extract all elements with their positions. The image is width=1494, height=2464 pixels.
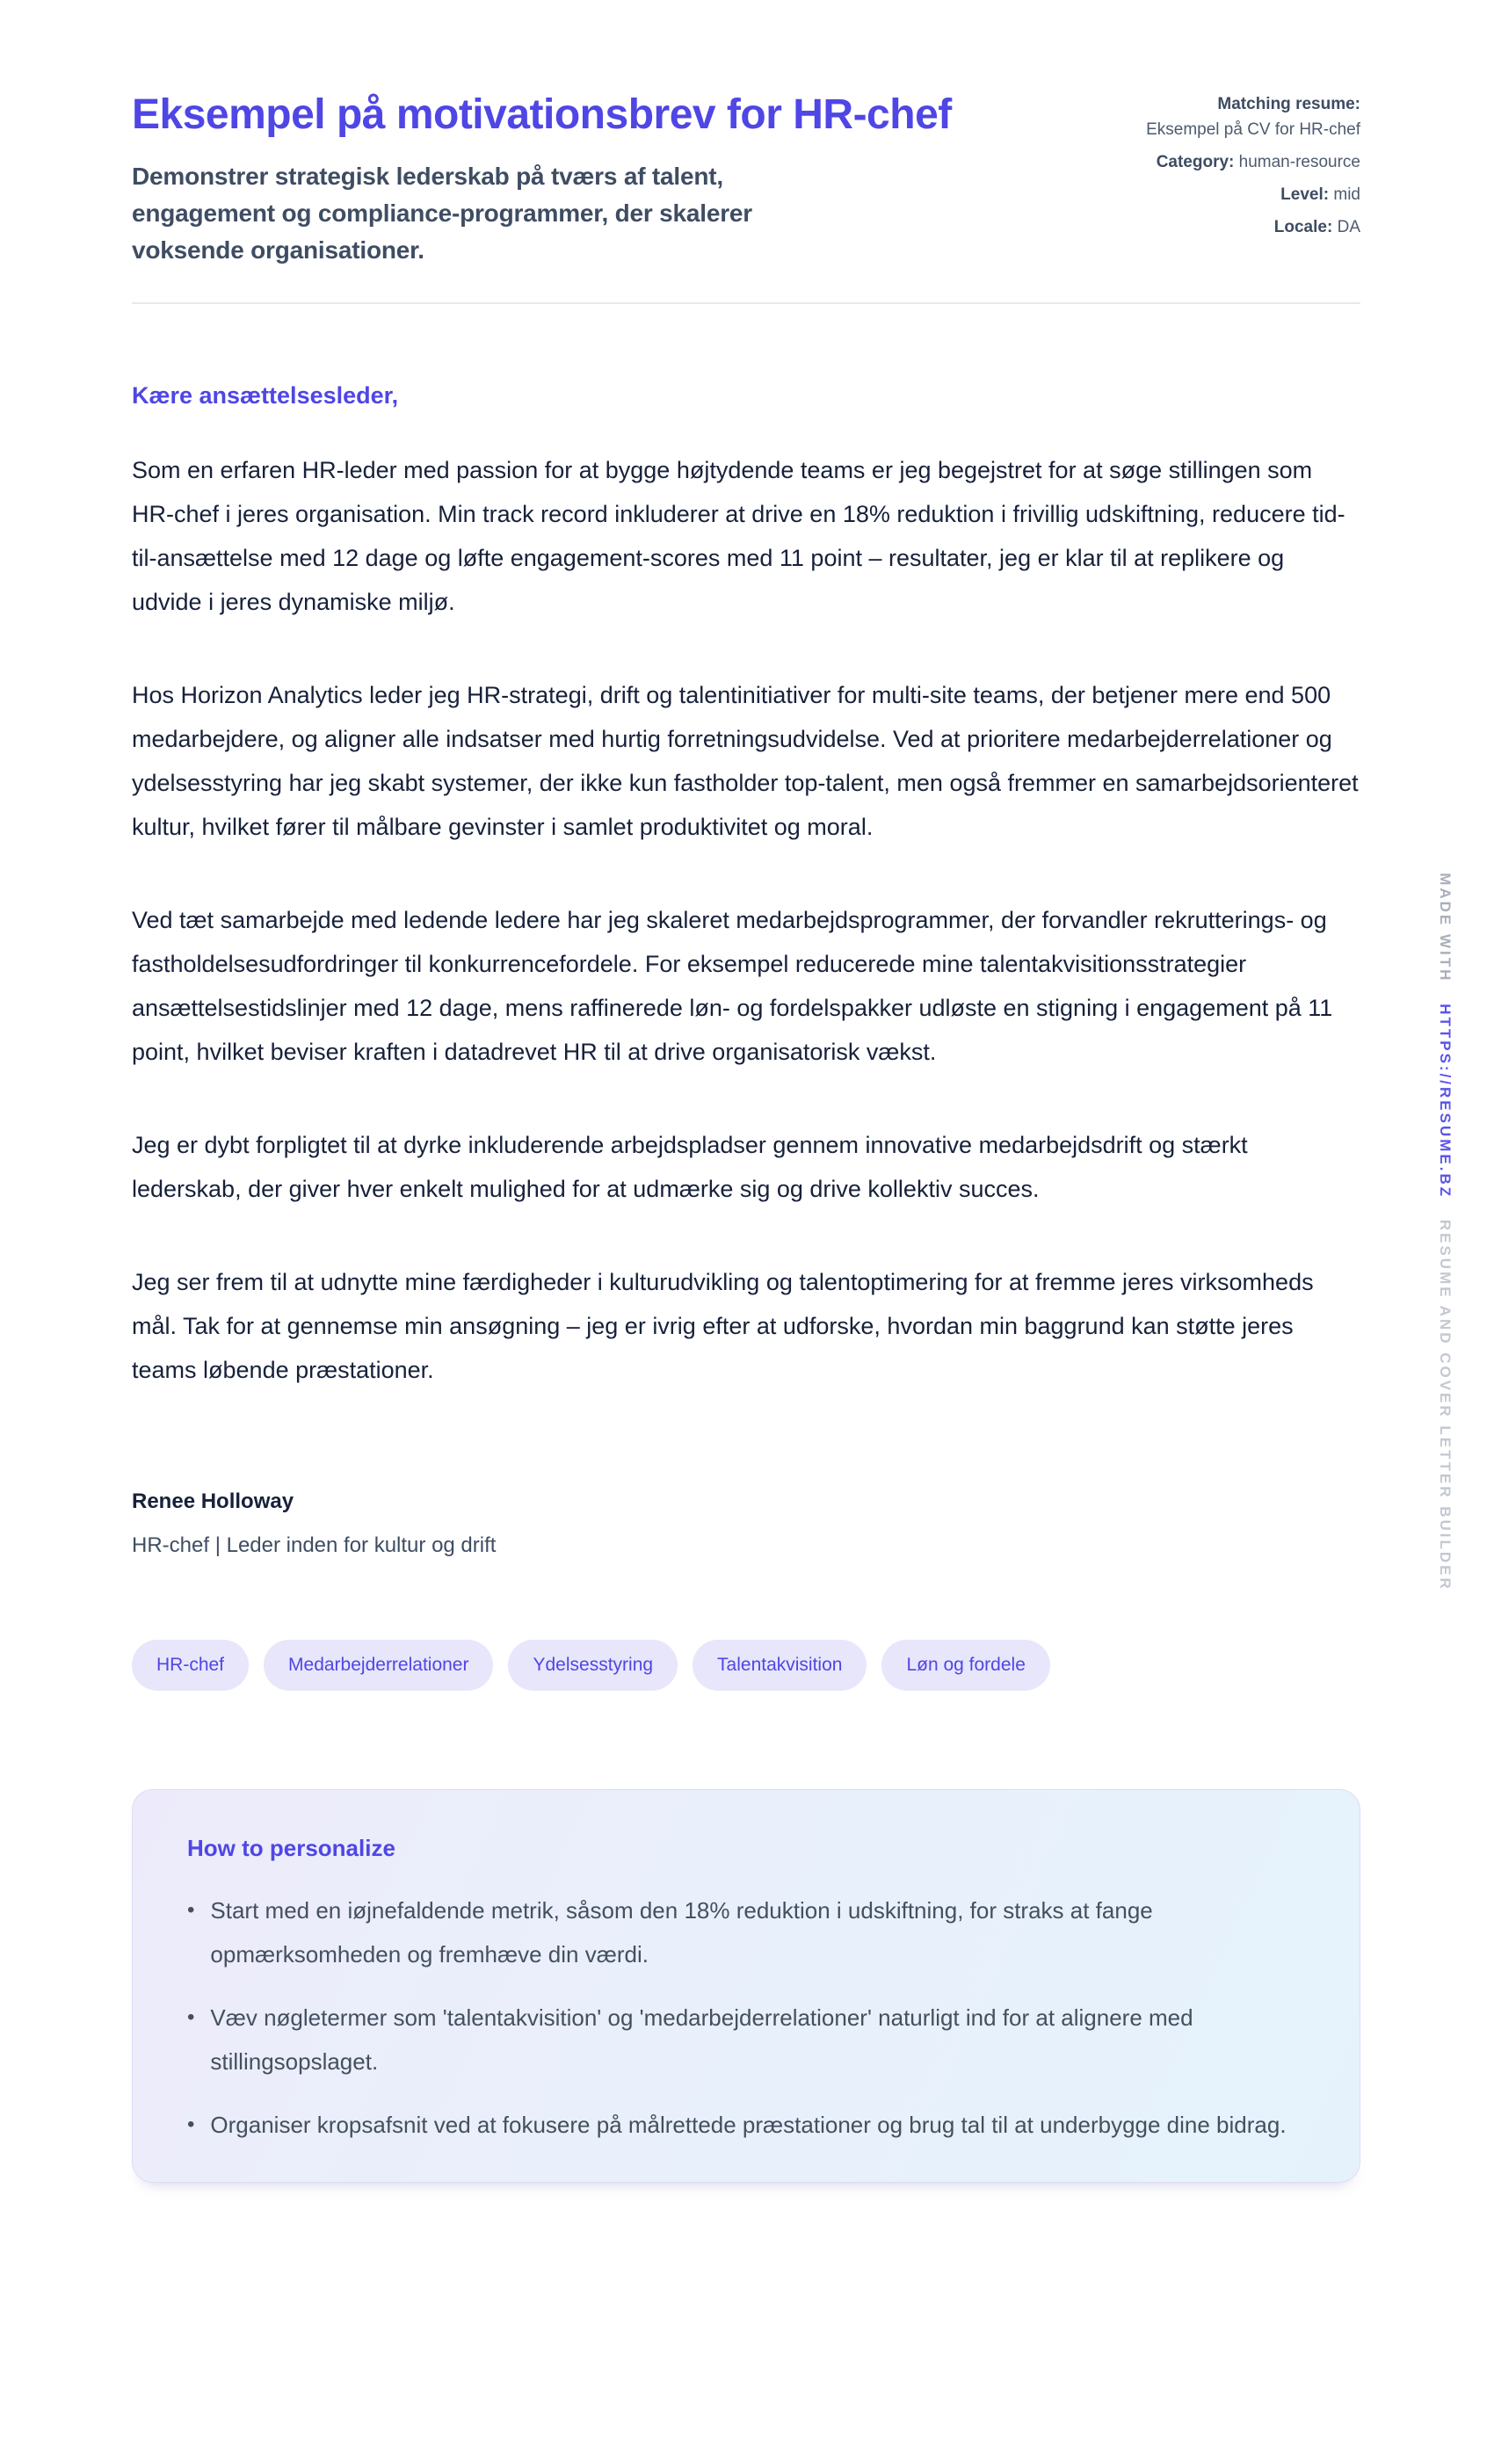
meta-panel (1141, 86, 1360, 247)
letter-paragraph: Jeg ser frem til at udnytte mine færdigheder i kulturudvikling og talentoptimering for at fremme jeres virksomheds mål. Tak for at gennemse min ansøgning – jeg er ivrig efter at udforske, hvordan min baggrund kan støtte jeres teams løbende præstationer. (132, 1269, 1314, 1383)
meta-category (1141, 149, 1360, 175)
letter-paragraph: Hos Horizon Analytics leder jeg HR-strategi, drift og talentinitiativer for multi-site teams, der betjener mere end 500 medarbejdere, og aligner alle indsatser med hurtig forretningsudvidelse. Ved at prioritere medarbejderrelationer og ydelsesstyring har jeg skabt systemer, der ikke kun fastholder top-talent, men også fremmer en samarbejdsorienteret kultur, hvilket fører til målbare gevinster i samlet produktivitet og moral. (132, 682, 1359, 840)
bullet-icon: • (187, 1898, 195, 1922)
tip-item (187, 1888, 1310, 1976)
meta-level-label: Level: (1280, 185, 1330, 204)
made-with-label: MADE WITH (1437, 873, 1454, 983)
site-credit-vertical (1436, 873, 1454, 1591)
bullet-icon: • (187, 2005, 195, 2029)
how-to-personalize-box (132, 1789, 1360, 2183)
tag-pill[interactable]: Talentakvisition (693, 1640, 867, 1691)
meta-matching-resume-label: Matching resume: (1217, 95, 1360, 113)
meta-level-value: mid (1333, 185, 1360, 204)
resume-bz-link[interactable]: HTTPS://RESUME.BZ (1437, 1004, 1454, 1199)
tag-list (132, 1640, 1360, 1691)
page-subtitle: Demonstrer strategisk lederskab på tværs af talent, engagement og compliance-programmer, der skalerer voksende organisationer. (132, 163, 753, 264)
signature-title: HR-chef | Leder inden for kultur og drift (132, 1533, 497, 1557)
tip-text: Start med en iøjnefaldende metrik, såsom den 18% reduktion i udskiftning, for straks at fange opmærksomheden og fremhæve din værdi. (210, 1897, 1153, 1968)
meta-matching-resume-value: Eksempel på CV for HR-chef (1146, 120, 1360, 139)
letter-paragraph: Som en erfaren HR-leder med passion for at bygge højtydende teams er jeg begejstret for at søge stillingen som HR-chef i jeres organisation. Min track record inkluderer at drive en 18% reduktion i frivillig udskiftning, reducere tid-til-ansættelse med 12 dage og løfte engagement-scores med 11 point – resultater, jeg er klar til at replikere og udvide i jeres dynamiske miljø. (132, 457, 1345, 615)
meta-category-value: human-resource (1238, 153, 1360, 171)
meta-category-label: Category: (1156, 153, 1235, 171)
page-content (132, 86, 1360, 2183)
tag-pill[interactable]: Ydelsesstyring (508, 1640, 678, 1691)
meta-level (1141, 182, 1360, 207)
letter-paragraph: Jeg er dybt forpligtet til at dyrke inkluderende arbejdspladser gennem innovative medarbejdsdrift og stærkt lederskab, der giver hver enkelt mulighed for at udmærke sig og drive kollektiv succes. (132, 1132, 1248, 1202)
tip-item (187, 1996, 1310, 2084)
meta-locale (1141, 214, 1360, 240)
header-left (132, 86, 952, 269)
tag-pill[interactable]: HR-chef (132, 1640, 249, 1691)
cover-letter-body (132, 380, 1360, 1559)
bullet-icon: • (187, 2113, 195, 2136)
tip-text: Organiser kropsafsnit ved at fokusere på målrettede præstationer og brug tal til at underbygge dine bidrag. (210, 2112, 1287, 2138)
builder-tagline: RESUME AND COVER LETTER BUILDER (1437, 1219, 1454, 1591)
tipbox-heading: How to personalize (187, 1835, 395, 1861)
meta-matching-resume (1141, 91, 1360, 142)
tip-item (187, 2103, 1310, 2147)
tip-list (187, 1888, 1310, 2147)
tip-text: Væv nøgletermer som 'talentakvisition' og 'medarbejderrelationer' naturligt ind for at alignere med stillingsopslaget. (210, 2004, 1193, 2075)
signature-block (132, 1489, 1360, 1559)
letter-paragraph: Ved tæt samarbejde med ledende ledere har jeg skaleret medarbejdsprogrammer, der forvandler rekrutterings- og fastholdelsesudfordringer til konkurrencefordele. For eksempel reducerede mine talentakvisitionsstrategier ansættelsestidslinjer med 12 dage, mens raffinerede løn- og fordelspakker udløste en stigning i engagement på 11 point, hvilket beviser kraften i datadrevet HR til at drive organisatorisk vækst. (132, 907, 1333, 1065)
letter-greeting: Kære ansættelsesleder, (132, 382, 399, 409)
header (132, 86, 1360, 269)
header-divider (132, 302, 1360, 304)
tag-pill[interactable]: Løn og fordele (881, 1640, 1049, 1691)
meta-locale-value: DA (1337, 218, 1360, 236)
meta-locale-label: Locale: (1273, 218, 1333, 236)
signature-name: Renee Holloway (132, 1489, 294, 1513)
page-title: Eksempel på motivationsbrev for HR-chef (132, 91, 952, 138)
tag-pill[interactable]: Medarbejderrelationer (264, 1640, 493, 1691)
